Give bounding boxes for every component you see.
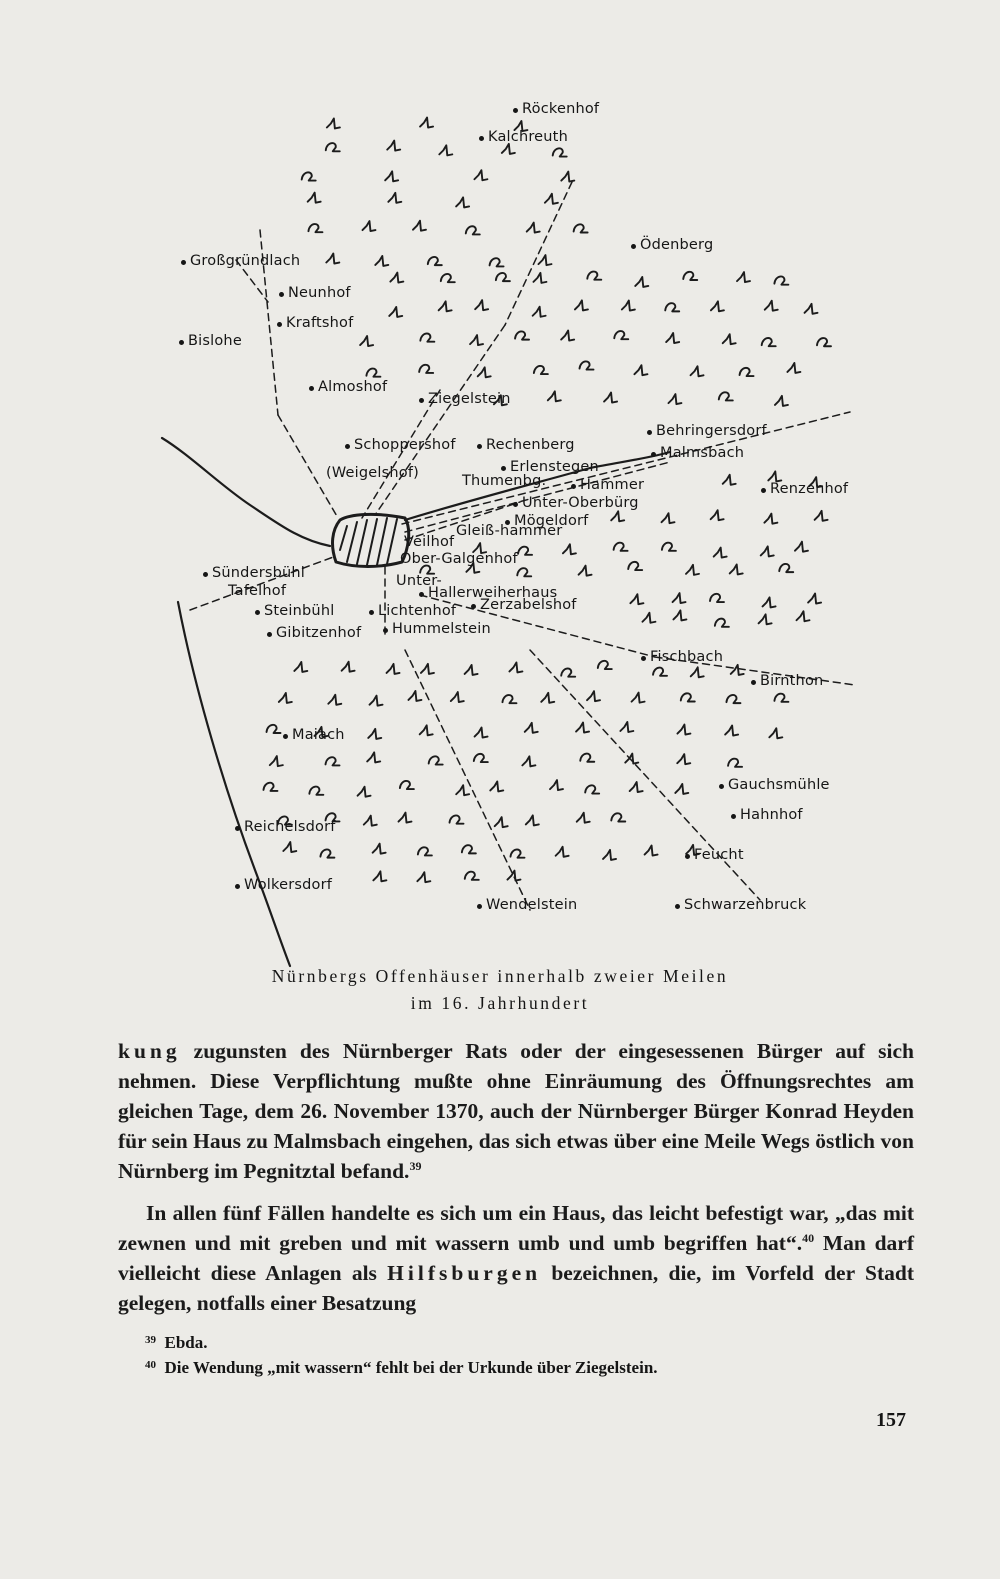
field-glyph — [267, 725, 281, 733]
place-dot-hammer — [571, 484, 576, 489]
map-figure — [150, 90, 870, 970]
place-label-bislohe: Bislohe — [188, 333, 242, 349]
field-glyph — [526, 815, 539, 825]
field-glyph — [373, 871, 386, 881]
place-dot-steinbuhl — [255, 610, 260, 615]
field-glyph — [563, 544, 576, 554]
field-glyph — [413, 221, 426, 231]
field-glyph — [429, 756, 443, 764]
field-glyph — [515, 331, 529, 339]
place-dot-rockenhof — [513, 108, 518, 113]
field-glyph — [604, 393, 617, 403]
field-glyph — [625, 754, 638, 764]
field-glyph — [711, 510, 724, 520]
field-glyph — [611, 511, 624, 521]
place-dot-unter-oberburg — [513, 502, 518, 507]
field-glyph — [478, 367, 491, 377]
place-dot-renzenhof — [761, 488, 766, 493]
footnote-text: Ebda. — [164, 1333, 208, 1352]
place-label-reichelsdorf: Reichelsdorf — [244, 819, 336, 835]
field-glyph — [763, 597, 776, 607]
field-glyph — [439, 145, 452, 155]
field-glyph — [419, 365, 433, 373]
field-glyph — [533, 307, 546, 317]
field-glyph — [737, 272, 750, 282]
field-glyph — [358, 787, 371, 797]
field-glyph — [662, 513, 675, 523]
place-label-schwarzenbruck: Schwarzenbruck — [684, 897, 807, 913]
place-dot-behringersdorf — [647, 430, 652, 435]
field-glyph — [723, 475, 736, 485]
field-glyph — [677, 725, 690, 735]
place-label-erlenstegen: Erlenstegen — [510, 459, 599, 475]
field-glyph — [761, 546, 774, 556]
field-glyph — [522, 756, 535, 766]
place-label-gauchsmuhle: Gauchsmühle — [728, 777, 830, 793]
field-glyph — [686, 565, 699, 575]
field-glyph — [675, 784, 688, 794]
field-glyph — [375, 256, 388, 266]
field-glyph — [769, 728, 782, 738]
field-glyph — [400, 781, 414, 789]
field-glyph — [730, 564, 743, 574]
place-dot-erlenstegen — [501, 466, 506, 471]
place-dot-hummelstein — [383, 628, 388, 633]
field-glyph — [326, 143, 340, 151]
figure-caption-line1: Nürnbergs Offenhäuser innerhalb zweier Meilen — [271, 966, 729, 986]
page-number: 157 — [876, 1409, 906, 1431]
place-label-fischbach: Fischbach — [650, 649, 724, 665]
field-glyph — [711, 301, 724, 311]
field-glyph — [462, 845, 476, 853]
road-ziegelstein — [362, 390, 440, 518]
place-dot-fischbach — [641, 656, 646, 661]
place-label-tafelhof: Tafelhof — [228, 583, 287, 599]
place-label-sundersbuhl: Sündersbühl — [212, 565, 306, 581]
pegnitz-river-west — [162, 438, 330, 546]
field-glyph — [683, 272, 697, 280]
place-label-zerzabelshof: Zerzabelshof — [480, 597, 577, 613]
field-glyph — [525, 723, 538, 733]
footnote-ref-40: 40 — [802, 1231, 815, 1245]
field-glyph — [420, 118, 433, 128]
field-glyph — [673, 593, 686, 603]
place-label-kalchreuth: Kalchreuth — [488, 129, 568, 145]
field-glyph — [580, 754, 594, 762]
field-glyph — [283, 842, 296, 852]
place-dot-feucht — [685, 854, 690, 859]
field-glyph — [561, 172, 574, 182]
field-glyph — [308, 224, 322, 232]
field-glyph — [577, 813, 590, 823]
field-glyph — [507, 871, 520, 881]
field-glyph — [388, 193, 401, 203]
field-glyph — [725, 726, 738, 736]
field-glyph — [421, 664, 434, 674]
footnote-ref-39: 39 — [409, 1159, 422, 1173]
field-glyph — [795, 542, 808, 552]
field-glyph — [490, 258, 504, 266]
field-glyph — [710, 594, 724, 602]
field-glyph — [263, 783, 277, 791]
field-glyph — [517, 568, 531, 576]
field-glyph — [653, 668, 667, 676]
field-glyph — [545, 194, 558, 204]
field-glyph — [635, 277, 648, 287]
field-glyph — [553, 148, 567, 156]
field-glyph — [574, 224, 588, 232]
field-glyph — [796, 611, 809, 621]
field-glyph — [387, 664, 400, 674]
field-glyph — [441, 274, 455, 282]
field-glyph — [630, 594, 643, 604]
paragraph-1 — [118, 1036, 914, 1186]
field-glyph — [451, 692, 464, 702]
place-label-hummelstein: Hummelstein — [392, 621, 491, 637]
field-glyph — [645, 846, 658, 856]
field-glyph — [320, 849, 334, 857]
footnote-number: 39 — [145, 1334, 156, 1346]
field-glyph — [726, 695, 740, 703]
footnote-40 — [145, 1359, 658, 1376]
field-glyph — [556, 847, 569, 857]
place-label-mogeldorf: Mögeldorf — [514, 513, 589, 529]
field-glyph — [294, 662, 307, 672]
place-label-weigelshof: (Weigelshof) — [326, 465, 420, 481]
place-dot-schwarzenbruck — [675, 904, 680, 909]
field-glyph — [368, 729, 381, 739]
field-glyph — [428, 257, 442, 265]
field-glyph — [270, 756, 283, 766]
field-glyph — [662, 543, 676, 551]
place-dot-hallerweiherhaus — [419, 592, 424, 597]
field-glyph — [465, 665, 478, 675]
field-glyph — [302, 172, 316, 180]
field-glyph — [740, 368, 754, 376]
field-glyph — [691, 366, 704, 376]
field-glyph — [370, 696, 383, 706]
place-label-renzenhof: Renzenhof — [770, 481, 849, 497]
place-dot-reichelsdorf — [235, 826, 240, 831]
field-glyph — [465, 872, 479, 880]
field-glyph — [495, 817, 508, 827]
place-label-obergalgenhof: Ober-Galgenhof — [400, 551, 518, 567]
field-glyph — [279, 693, 292, 703]
field-glyph — [408, 691, 421, 701]
place-dot-sundersbuhl — [203, 572, 208, 577]
road-kalchreuth — [505, 182, 572, 325]
place-label-grossgruendlach: Großgründlach — [190, 253, 301, 269]
field-glyph — [385, 171, 398, 181]
field-glyph — [774, 694, 788, 702]
field-glyph — [328, 695, 341, 705]
place-label-kraftshof: Kraftshof — [286, 315, 354, 331]
field-glyph — [475, 300, 488, 310]
place-dot-kalchreuth — [479, 136, 484, 141]
field-glyph — [681, 693, 695, 701]
field-glyph — [765, 301, 778, 311]
field-glyph — [719, 392, 733, 400]
field-glyph — [668, 394, 681, 404]
paragraph-2-emphasis: Hilfsburgen — [387, 1261, 542, 1285]
field-glyph — [642, 613, 655, 623]
field-glyph — [614, 331, 628, 339]
field-glyph — [768, 471, 781, 481]
field-glyph — [511, 850, 525, 858]
place-label-ziegelstein: Ziegelstein — [428, 391, 511, 407]
field-glyph — [420, 725, 433, 735]
field-glyph — [728, 759, 742, 767]
field-glyph — [579, 566, 592, 576]
place-dot-wolkersdorf — [235, 884, 240, 889]
place-label-schoppershof: Schoppershof — [354, 437, 456, 453]
place-dot-maiach — [283, 734, 288, 739]
place-label-rockenhof: Röckenhof — [522, 101, 600, 117]
field-glyph — [534, 366, 548, 374]
place-dot-almoshof — [309, 386, 314, 391]
footnote-39 — [145, 1334, 208, 1351]
place-dot-rechenberg — [477, 444, 482, 449]
field-glyph — [387, 141, 400, 151]
field-glyph — [474, 754, 488, 762]
field-glyph — [628, 562, 642, 570]
field-glyph — [779, 564, 793, 572]
place-label-wolkersdorf: Wolkersdorf — [244, 877, 333, 893]
road-wendelstein — [405, 650, 530, 910]
field-glyph — [450, 815, 464, 823]
place-label-steinbuhl: Steinbühl — [264, 603, 335, 619]
field-glyph — [538, 255, 551, 265]
place-dot-zerzabelshof — [471, 604, 476, 609]
place-label-birnthon: Birnthon — [760, 673, 824, 689]
field-glyph — [815, 511, 828, 521]
field-glyph — [714, 548, 727, 558]
place-dot-birnthon — [751, 680, 756, 685]
field-glyph — [366, 369, 380, 377]
field-glyph — [417, 872, 430, 882]
field-glyph — [775, 396, 788, 406]
field-glyph — [548, 391, 561, 401]
field-glyph — [308, 193, 321, 203]
paragraph-2-text-a: In allen fünf Fällen handelte es sich um ein Haus, das leicht befestigt war, „das mit zewnen und mit greben und mit wassern umb und umb begriffen hat“. — [118, 1201, 914, 1255]
field-glyph — [666, 333, 679, 343]
field-glyph — [496, 273, 510, 281]
field-glyph — [731, 665, 744, 675]
field-glyph — [439, 301, 452, 311]
field-glyph — [585, 785, 599, 793]
field-glyph — [673, 610, 686, 620]
field-glyph — [326, 254, 339, 264]
field-glyph — [475, 728, 488, 738]
field-glyph — [418, 847, 432, 855]
field-glyph — [764, 514, 777, 524]
place-label-gibitzenhof: Gibitzenhof — [276, 625, 362, 641]
paragraph-2 — [118, 1198, 914, 1318]
field-glyph — [579, 361, 593, 369]
field-glyph — [762, 338, 776, 346]
place-label-feucht: Feucht — [694, 847, 744, 863]
place-label-neunhof: Neunhof — [288, 285, 351, 301]
field-glyph — [550, 780, 563, 790]
field-glyph — [326, 757, 340, 765]
place-label-maiach: Maiach — [292, 727, 345, 743]
field-glyph — [490, 781, 503, 791]
field-glyph — [805, 304, 818, 314]
field-glyph — [389, 307, 402, 317]
figure-caption-line2: im 16. Jahrhundert — [410, 993, 590, 1013]
place-dot-lichtenhof — [369, 610, 374, 615]
place-dot-ziegelstein — [419, 398, 424, 403]
field-glyph — [787, 363, 800, 373]
paragraph-1-text: zugunsten des Nürnberger Rats oder der eingesessenen Bürger auf sich nehmen. Diese Verpflichtung mußte ohne Einräumung des Öffnungsrechtes am gleichen Tage, dem 26. November 1370, auch der Nürnberger Bürger Konrad Heyden für sein Haus zu Malmsbach eingehen, das sich etwas über eine Meile Wegs östlich von Nürnberg im Pegnitztal befand. — [118, 1039, 914, 1183]
place-label-thumenberg: Thumenbg. — [462, 473, 547, 489]
field-glyph — [817, 338, 831, 346]
field-glyph — [575, 300, 588, 310]
field-glyph — [398, 813, 411, 823]
field-glyph — [774, 276, 788, 284]
place-dot-malmsbach — [651, 452, 656, 457]
field-glyph — [759, 614, 772, 624]
field-glyph — [360, 336, 373, 346]
field-glyph — [466, 226, 480, 234]
field-glyph — [533, 273, 546, 283]
footnote-text: Die Wendung „mit wassern“ fehlt bei der Urkunde über Ziegelstein. — [164, 1358, 658, 1377]
field-glyph — [527, 223, 540, 233]
place-label-veilhof: Veilhof — [404, 534, 455, 550]
place-label-gleisshammer: Gleiß-hammer — [456, 523, 563, 539]
field-glyph — [367, 752, 380, 762]
field-glyph — [691, 667, 704, 677]
place-dot-hahnhof — [731, 814, 736, 819]
field-glyph — [390, 273, 403, 283]
place-dot-kraftshof — [277, 322, 282, 327]
field-glyph — [622, 301, 635, 311]
field-glyph — [587, 272, 601, 280]
place-label-unter-oberburg: Unter-Oberbürg — [522, 495, 639, 511]
field-glyph — [677, 754, 690, 764]
place-label-hammer: Hammer — [580, 477, 645, 493]
paragraph-2-text-c: bezeichnen, die, im Vorfeld der Stadt gelegen, notfalls einer Besatzung — [118, 1261, 914, 1315]
field-glyph — [808, 594, 821, 604]
place-label-untergalgenhof: Unter- — [396, 573, 442, 589]
place-dot-gauchsmuhle — [719, 784, 724, 789]
field-glyph — [632, 693, 645, 703]
field-glyph — [456, 197, 469, 207]
field-glyph — [561, 669, 575, 677]
field-glyph — [364, 816, 377, 826]
field-glyph — [665, 303, 679, 311]
place-dot-odenberg — [631, 244, 636, 249]
footnote-number: 40 — [145, 1359, 156, 1371]
place-label-odenberg: Ödenberg — [640, 237, 714, 253]
field-glyph — [614, 543, 628, 551]
place-label-hahnhof: Hahnhof — [740, 807, 803, 823]
paragraph-2-text-b: Man darf vielleicht diese Anlagen als — [118, 1231, 914, 1285]
field-glyph — [723, 334, 736, 344]
field-glyph — [362, 221, 375, 231]
field-glyph — [541, 693, 554, 703]
field-glyph — [509, 662, 522, 672]
field-glyph — [587, 691, 600, 701]
place-dot-wendelstein — [477, 904, 482, 909]
field-glyph — [561, 331, 574, 341]
place-label-wendelstein: Wendelstein — [486, 897, 578, 913]
place-label-rechenberg: Rechenberg — [486, 437, 575, 453]
place-dot-bislohe — [179, 340, 184, 345]
place-dot-grossgruendlach — [181, 260, 186, 265]
field-glyph — [502, 144, 515, 154]
field-glyph — [518, 547, 532, 555]
place-label-behringersdorf: Behringersdorf — [656, 423, 767, 439]
field-glyph — [603, 850, 616, 860]
field-glyph — [309, 787, 323, 795]
field-glyph — [715, 619, 729, 627]
field-glyph — [630, 782, 643, 792]
field-glyph — [420, 334, 434, 342]
place-dot-neunhof — [279, 292, 284, 297]
paragraph-1-lead: kung — [118, 1039, 181, 1063]
place-label-malmsbach: Malmsbach — [660, 445, 745, 461]
field-glyph — [576, 723, 589, 733]
field-glyph — [634, 365, 647, 375]
field-glyph — [342, 662, 355, 672]
field-glyph — [598, 661, 612, 669]
field-glyph — [611, 813, 625, 821]
field-glyph — [327, 118, 340, 128]
place-label-lichtenhof: Lichtenhof — [378, 603, 457, 619]
place-label-hallerweiherhaus: Hallerweiherhaus — [428, 585, 558, 601]
field-glyph — [373, 844, 386, 854]
place-dot-schoppershof — [345, 444, 350, 449]
field-glyph — [470, 335, 483, 345]
field-glyph — [474, 170, 487, 180]
field-glyph — [620, 722, 633, 732]
field-glyph — [456, 785, 469, 795]
place-dot-gibitzenhof — [267, 632, 272, 637]
field-glyph — [502, 695, 516, 703]
place-label-almoshof: Almoshof — [318, 379, 388, 395]
